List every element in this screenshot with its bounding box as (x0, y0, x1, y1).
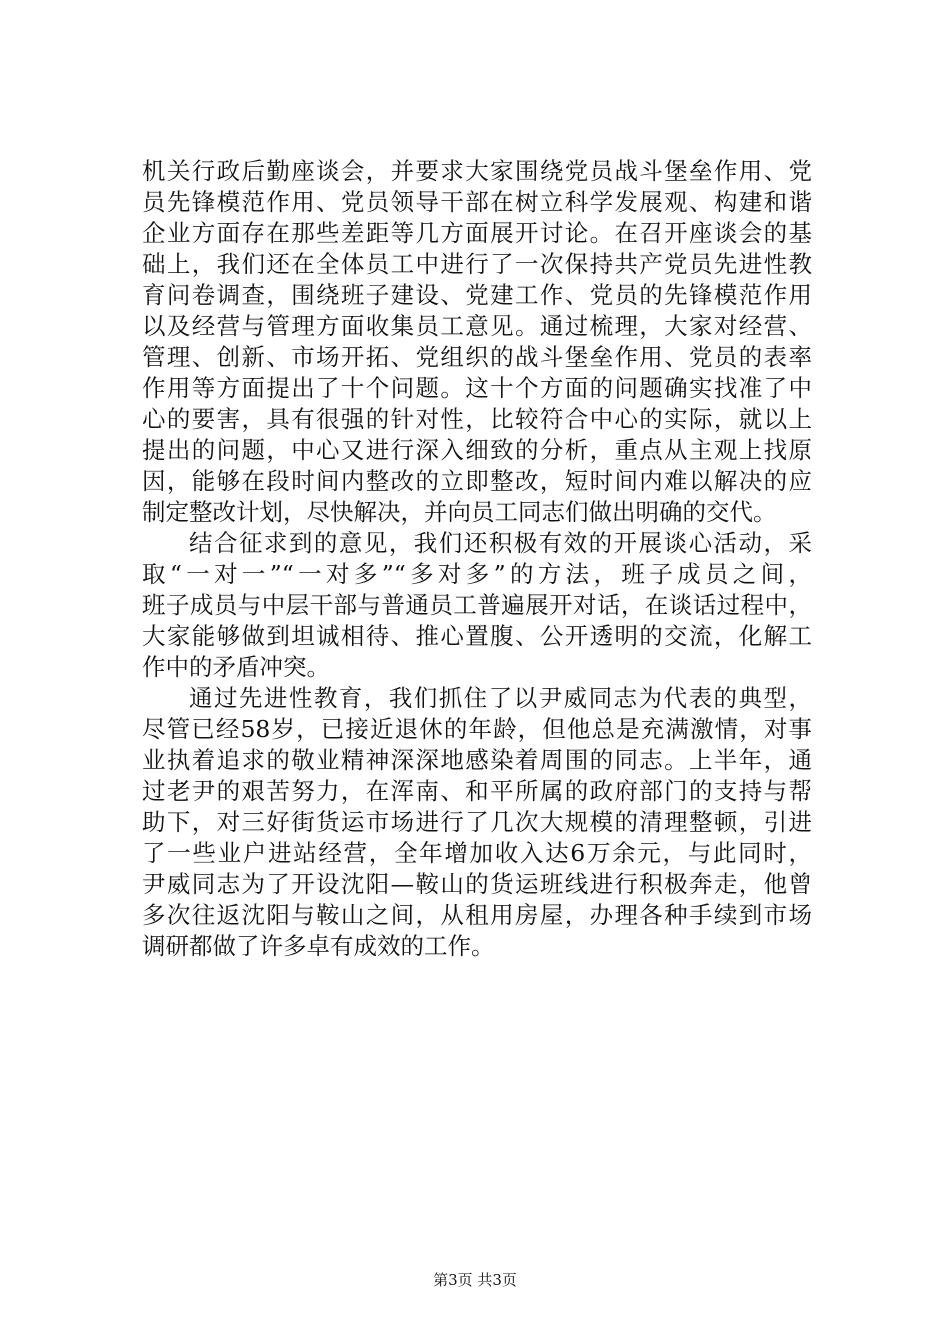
text-line: 过老尹的艰苦努力，在浑南、和平所属的政府部门的支持与帮 (142, 777, 812, 805)
text-line: 制定整改计划，尽快解决，并向员工同志们做出明确的交代。 (142, 498, 777, 526)
text-line: 尹威同志为了开设沈阳—鞍山的货运班线进行积极奔走，他曾 (142, 870, 812, 898)
text-line: 助下，对三好街货运市场进行了几次大规模的清理整顿，引进 (142, 808, 812, 836)
text-line: 尽管已经58岁，已接近退休的年龄，但他总是充满激情，对事 (142, 715, 812, 743)
text-line: 管理、创新、市场开拓、党组织的战斗堡垒作用、党员的表率 (142, 343, 812, 371)
text-line: 育问卷调查，围绕班子建设、党建工作、党员的先锋模范作用 (142, 281, 812, 309)
text-line: 作用等方面提出了十个问题。这十个方面的问题确实找准了中 (142, 374, 812, 402)
text-line: 结合征求到的意见，我们还积极有效的开展谈心活动，采 (189, 529, 812, 557)
paragraph (142, 683, 812, 962)
text-line: 企业方面存在那些差距等几方面展开讨论。在召开座谈会的基 (142, 219, 812, 247)
text-line: 以及经营与管理方面收集员工意见。通过梳理，大家对经营、 (142, 312, 812, 340)
text-line: 业执着追求的敬业精神深深地感染着周围的同志。上半年，通 (142, 746, 812, 774)
paragraph (142, 528, 812, 683)
text-line: 大家能够做到坦诚相待、推心置腹、公开透明的交流，化解工 (142, 622, 812, 650)
page-number-footer: 第3页 共3页 (433, 1271, 517, 1289)
text-line: 通过先进性教育，我们抓住了以尹威同志为代表的典型， (189, 684, 812, 712)
text-line: 心的要害，具有很强的针对性，比较符合中心的实际，就以上 (142, 405, 812, 433)
text-line: 提出的问题，中心又进行深入细致的分析，重点从主观上找原 (142, 436, 812, 464)
text-line: 础上，我们还在全体员工中进行了一次保持共产党员先进性教 (142, 250, 812, 278)
text-line: 班子成员与中层干部与普通员工普遍展开对话，在谈话过程中， (142, 591, 812, 619)
text-line: 调研都做了许多卓有成效的工作。 (142, 932, 495, 960)
text-line: 取“一对一”“一对多”“多对多”的方法，班子成员之间， (142, 560, 812, 588)
text-line: 机关行政后勤座谈会，并要求大家围绕党员战斗堡垒作用、党 (142, 157, 812, 185)
text-line: 员先锋模范作用、党员领导干部在树立科学发展观、构建和谐 (142, 188, 812, 216)
document-body (142, 156, 812, 962)
paragraph (142, 156, 812, 528)
text-line: 作中的矛盾冲突。 (142, 653, 330, 681)
text-line: 了一些业户进站经营，全年增加收入达6万余元，与此同时， (142, 839, 812, 867)
text-line: 因，能够在段时间内整改的立即整改，短时间内难以解决的应 (142, 467, 812, 495)
text-line: 多次往返沈阳与鞍山之间，从租用房屋，办理各种手续到市场 (142, 901, 812, 929)
